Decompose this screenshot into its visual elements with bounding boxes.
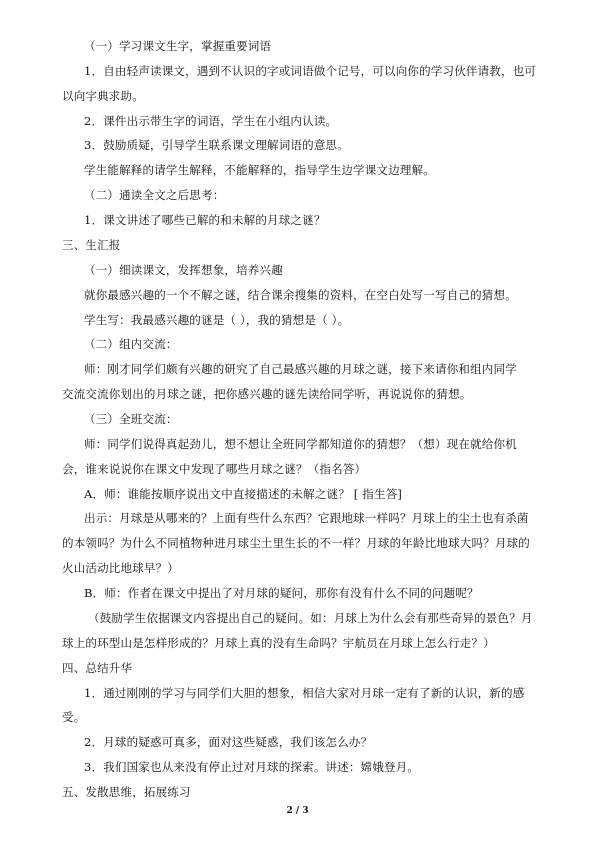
paragraph-line: 2．月球的疑惑可真多，面对这些疑惑，我们该怎么办？	[84, 735, 373, 749]
paragraph-line: 学生能解释的请学生解释，不能解释的，指导学生边学课文边理解。	[84, 163, 435, 177]
paragraph-line: B．师：作者在课文中提出了对月球的疑问，那你有没有什么不同的问题呢？	[84, 586, 479, 600]
paragraph-line: 出示：月球是从哪来的？上面有些什么东西？它跟地球一样吗？月球上的尘土也有杀菌	[84, 511, 529, 525]
paragraph-line: 3．鼓励质疑，引导学生联系课文理解词语的意思。	[84, 138, 349, 152]
page-number: 2 / 3	[286, 806, 309, 816]
paragraph-line: A．师：谁能按顺序说出文中直接描述的未解之谜？ [ 指生答]	[84, 487, 403, 501]
paragraph-line: 师：同学们说得真起劲儿，想不想让全班同学都知道你的猜想？（想）现在就给你机	[84, 437, 517, 451]
section-heading: （一）细读课文，发挥想象，培养兴趣	[84, 263, 283, 277]
section-heading: （三）全班交流：	[84, 412, 178, 426]
paragraph-line: 1．自由轻声读课文，遇到不认识的字或词语做个记号，可以向你的学习伙伴请教，也可	[84, 64, 537, 78]
paragraph-line: 火山活动比地球早？）	[62, 561, 179, 575]
chapter-heading: 三、生汇报	[62, 238, 121, 252]
paragraph-line: （鼓励学生依据课文内容提出自己的疑问。如：月球上为什么会有那些奇异的景色？月	[88, 611, 533, 625]
section-heading: （一）学习课文生字，掌握重要词语	[84, 39, 272, 53]
paragraph-line: 3．我们国家也从来没有停止过对月球的探索。讲述：嫦娥登月。	[84, 760, 420, 774]
paragraph-line: 师：刚才同学们颇有兴趣的研究了自己最感兴趣的月球之谜，接下来请你和组内同学	[84, 362, 517, 376]
section-heading: （二）通读全文之后思考：	[84, 188, 225, 202]
chapter-heading: 五、发散思维，拓展练习	[62, 785, 191, 799]
paragraph-line: 以向字典求助。	[62, 89, 144, 103]
section-heading: （二）组内交流：	[84, 337, 178, 351]
paragraph-line: 1．通过刚刚的学习与同学们大胆的想象，相信大家对月球一定有了新的认识，新的感	[84, 686, 525, 700]
paragraph-line: 1．课文讲述了哪些已解的和未解的月球之谜？	[84, 213, 326, 227]
paragraph-line: 交流交流你划出的月球之谜，把你感兴趣的谜先读给同学听，再说说你的猜想。	[62, 387, 472, 401]
chapter-heading: 四、总结升华	[62, 661, 133, 675]
paragraph-line: 学生写：我最感兴趣的谜是（ ），我的猜想是（ ）。	[84, 313, 350, 327]
paragraph-line: 会，谁来说说你在课文中发现了哪些月球之谜？（指名答）	[62, 462, 367, 476]
paragraph-line: 受。	[62, 710, 86, 724]
paragraph-line: 的本领吗？为什么不同植物种进月球尘土里生长的不一样？月球的年龄比地球大吗？月球的	[62, 536, 530, 550]
paragraph-line: 2．课件出示带生字的词语，学生在小组内认读。	[84, 114, 338, 128]
paragraph-line: 就你最感兴趣的一个不解之谜，结合课余搜集的资料，在空白处写一写自己的猜想。	[84, 288, 517, 302]
paragraph-line: 球上的环型山是怎样形成的？月球上真的没有生命吗？宇航员在月球上怎么行走？）	[62, 636, 495, 650]
